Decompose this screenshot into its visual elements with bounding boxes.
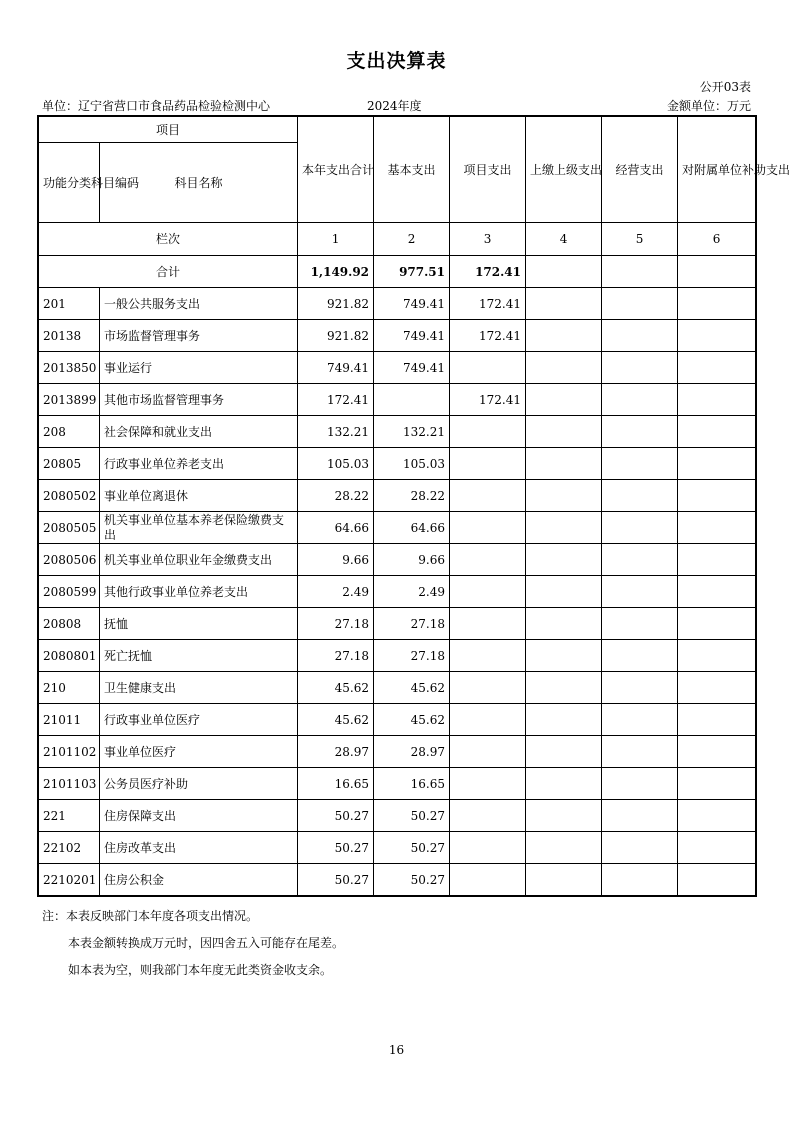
header-col5: 经营支出: [602, 117, 678, 223]
col-number: 5: [602, 223, 678, 256]
row-value: [450, 576, 526, 608]
row-value: 132.21: [298, 416, 374, 448]
row-value: [450, 512, 526, 544]
table-row: [39, 416, 756, 448]
row-value: [450, 864, 526, 896]
header-col1: 本年支出合计: [298, 117, 374, 223]
row-value: [526, 640, 602, 672]
row-value: [526, 672, 602, 704]
row-name: 行政事业单位养老支出: [100, 448, 298, 480]
row-value: [678, 512, 756, 544]
total-value: 977.51: [374, 256, 450, 288]
row-value: 749.41: [374, 320, 450, 352]
row-value: [450, 736, 526, 768]
row-value: [602, 320, 678, 352]
row-value: 64.66: [374, 512, 450, 544]
row-value: [450, 832, 526, 864]
row-value: 50.27: [374, 864, 450, 896]
table-row: [39, 800, 756, 832]
header-col3: 项目支出: [450, 117, 526, 223]
row-value: 9.66: [298, 544, 374, 576]
row-code: 21011: [39, 704, 100, 736]
row-code: 20805: [39, 448, 100, 480]
form-number: 公开03表: [699, 80, 751, 94]
table-row: [39, 512, 756, 544]
note-line: 如本表为空，则我部门本年度无此类资金收支余。: [68, 963, 333, 977]
amount-unit: 金额单位：万元: [666, 99, 751, 113]
row-code: 2013850: [39, 352, 100, 384]
row-name: 社会保障和就业支出: [100, 416, 298, 448]
table-row: [39, 352, 756, 384]
row-value: [526, 864, 602, 896]
table-row: [39, 288, 756, 320]
row-value: [374, 384, 450, 416]
row-name: 其他市场监督管理事务: [100, 384, 298, 416]
row-value: [526, 512, 602, 544]
row-value: [526, 800, 602, 832]
row-code: 2210201: [39, 864, 100, 896]
row-value: [450, 416, 526, 448]
row-value: [602, 704, 678, 736]
row-name: 事业单位医疗: [100, 736, 298, 768]
row-value: 45.62: [374, 672, 450, 704]
row-value: [678, 832, 756, 864]
row-code: 2080801: [39, 640, 100, 672]
col-number: 4: [526, 223, 602, 256]
row-value: [602, 288, 678, 320]
note-line: 本表金额转换成万元时，因四舍五入可能存在尾差。: [68, 936, 345, 950]
row-value: 16.65: [374, 768, 450, 800]
row-value: [526, 832, 602, 864]
row-value: [602, 864, 678, 896]
reporting-unit: 单位：辽宁省营口市食品药品检验检测中心: [42, 99, 271, 113]
row-value: 50.27: [298, 800, 374, 832]
row-value: [602, 352, 678, 384]
row-value: [450, 704, 526, 736]
row-value: [678, 576, 756, 608]
notes: [42, 903, 344, 984]
row-value: 27.18: [374, 608, 450, 640]
col-number: 3: [450, 223, 526, 256]
row-name: 住房公积金: [100, 864, 298, 896]
row-value: 9.66: [374, 544, 450, 576]
table-row: [39, 448, 756, 480]
table-row: [39, 480, 756, 512]
header-row-label: 栏次: [39, 223, 298, 256]
row-value: [450, 800, 526, 832]
row-value: 28.97: [298, 736, 374, 768]
table-row: [39, 768, 756, 800]
col-number: 2: [374, 223, 450, 256]
row-value: [678, 704, 756, 736]
row-value: [678, 736, 756, 768]
row-name: 事业单位离退休: [100, 480, 298, 512]
table-row: [39, 608, 756, 640]
row-value: 27.18: [298, 608, 374, 640]
row-name: 卫生健康支出: [100, 672, 298, 704]
row-name: 其他行政事业单位养老支出: [100, 576, 298, 608]
row-name: 机关事业单位职业年金缴费支出: [100, 544, 298, 576]
total-value: [602, 256, 678, 288]
table-row: [39, 672, 756, 704]
page-title: 支出决算表: [346, 50, 447, 72]
row-value: 172.41: [450, 320, 526, 352]
row-code: 210: [39, 672, 100, 704]
row-code: 20138: [39, 320, 100, 352]
table-row: [39, 544, 756, 576]
header-col4: 上缴上级支出: [526, 117, 602, 223]
row-value: 27.18: [374, 640, 450, 672]
row-value: 172.41: [450, 384, 526, 416]
note-line: 注：本表反映部门本年度各项支出情况。: [42, 909, 259, 923]
table-row: [39, 704, 756, 736]
row-value: 172.41: [450, 288, 526, 320]
row-value: [526, 320, 602, 352]
row-value: 105.03: [298, 448, 374, 480]
row-value: [678, 640, 756, 672]
row-value: 921.82: [298, 320, 374, 352]
row-value: [450, 448, 526, 480]
row-value: 105.03: [374, 448, 450, 480]
row-value: [450, 608, 526, 640]
page-number: 16: [388, 1043, 405, 1057]
total-value: 172.41: [450, 256, 526, 288]
row-value: 2.49: [374, 576, 450, 608]
row-name: 一般公共服务支出: [100, 288, 298, 320]
table-row: [39, 864, 756, 896]
row-value: [526, 288, 602, 320]
total-value: 1,149.92: [298, 256, 374, 288]
row-value: [602, 640, 678, 672]
row-value: [678, 800, 756, 832]
row-code: 208: [39, 416, 100, 448]
row-value: [678, 672, 756, 704]
row-name: 住房保障支出: [100, 800, 298, 832]
row-value: 27.18: [298, 640, 374, 672]
row-value: [678, 480, 756, 512]
row-value: [678, 384, 756, 416]
row-value: 45.62: [298, 672, 374, 704]
row-value: 45.62: [298, 704, 374, 736]
row-value: 50.27: [374, 832, 450, 864]
row-value: [602, 736, 678, 768]
row-code: 221: [39, 800, 100, 832]
row-value: [526, 576, 602, 608]
row-code: 2080505: [39, 512, 100, 544]
row-value: [602, 416, 678, 448]
header-code: 功能分类科目编码: [39, 143, 100, 223]
row-value: [602, 544, 678, 576]
row-value: 28.97: [374, 736, 450, 768]
row-value: [678, 864, 756, 896]
row-value: 50.27: [374, 800, 450, 832]
row-value: [602, 448, 678, 480]
row-value: [678, 544, 756, 576]
meta-row: [42, 97, 751, 113]
row-value: [678, 288, 756, 320]
header-name: 科目名称: [100, 143, 298, 223]
row-value: [526, 352, 602, 384]
col-number: 6: [678, 223, 756, 256]
total-row: [39, 256, 756, 288]
table-row: [39, 320, 756, 352]
row-value: [678, 352, 756, 384]
row-name: 事业运行: [100, 352, 298, 384]
row-value: [678, 768, 756, 800]
row-value: [450, 352, 526, 384]
row-value: [602, 832, 678, 864]
header-col6: 对附属单位补助支出: [678, 117, 756, 223]
row-value: [602, 800, 678, 832]
row-code: 2080502: [39, 480, 100, 512]
row-value: 64.66: [298, 512, 374, 544]
table-row: [39, 832, 756, 864]
row-name: 死亡抚恤: [100, 640, 298, 672]
header-col2: 基本支出: [374, 117, 450, 223]
row-name: 行政事业单位医疗: [100, 704, 298, 736]
table-row: [39, 640, 756, 672]
row-value: 50.27: [298, 832, 374, 864]
row-name: 公务员医疗补助: [100, 768, 298, 800]
row-value: [526, 608, 602, 640]
col-number: 1: [298, 223, 374, 256]
expenditure-table: [38, 116, 791, 896]
row-code: 2080506: [39, 544, 100, 576]
row-value: [526, 384, 602, 416]
row-value: [602, 512, 678, 544]
row-code: 2080599: [39, 576, 100, 608]
row-value: [526, 448, 602, 480]
header-item: 项目: [39, 117, 298, 143]
row-value: [526, 704, 602, 736]
row-value: 2.49: [298, 576, 374, 608]
row-value: [602, 480, 678, 512]
row-code: 2013899: [39, 384, 100, 416]
row-name: 机关事业单位基本养老保险缴费支出: [100, 512, 298, 544]
row-code: 2101102: [39, 736, 100, 768]
row-value: 28.22: [374, 480, 450, 512]
row-value: [602, 608, 678, 640]
row-value: [450, 640, 526, 672]
row-code: 201: [39, 288, 100, 320]
row-value: [526, 480, 602, 512]
row-code: 2101103: [39, 768, 100, 800]
row-value: 921.82: [298, 288, 374, 320]
row-value: [526, 416, 602, 448]
row-value: [450, 672, 526, 704]
row-value: [450, 768, 526, 800]
table-row: [39, 736, 756, 768]
row-value: [678, 608, 756, 640]
row-value: [678, 320, 756, 352]
row-value: [450, 544, 526, 576]
row-value: [526, 736, 602, 768]
row-value: [678, 416, 756, 448]
row-value: 16.65: [298, 768, 374, 800]
row-value: 132.21: [374, 416, 450, 448]
row-name: 市场监督管理事务: [100, 320, 298, 352]
table-row: [39, 384, 756, 416]
table-row: [39, 576, 756, 608]
report-year: 2024年度: [367, 99, 422, 113]
row-value: 50.27: [298, 864, 374, 896]
row-value: 45.62: [374, 704, 450, 736]
row-value: [450, 480, 526, 512]
row-value: 749.41: [374, 288, 450, 320]
row-name: 抚恤: [100, 608, 298, 640]
row-value: [526, 544, 602, 576]
row-value: [602, 672, 678, 704]
row-name: 住房改革支出: [100, 832, 298, 864]
total-value: [678, 256, 756, 288]
row-value: [602, 576, 678, 608]
row-value: 172.41: [298, 384, 374, 416]
row-value: 749.41: [374, 352, 450, 384]
row-value: [602, 384, 678, 416]
row-code: 22102: [39, 832, 100, 864]
total-label: 合计: [39, 256, 298, 288]
row-value: 28.22: [298, 480, 374, 512]
row-value: [678, 448, 756, 480]
row-value: 749.41: [298, 352, 374, 384]
row-value: [602, 768, 678, 800]
row-code: 20808: [39, 608, 100, 640]
total-value: [526, 256, 602, 288]
row-value: [526, 768, 602, 800]
